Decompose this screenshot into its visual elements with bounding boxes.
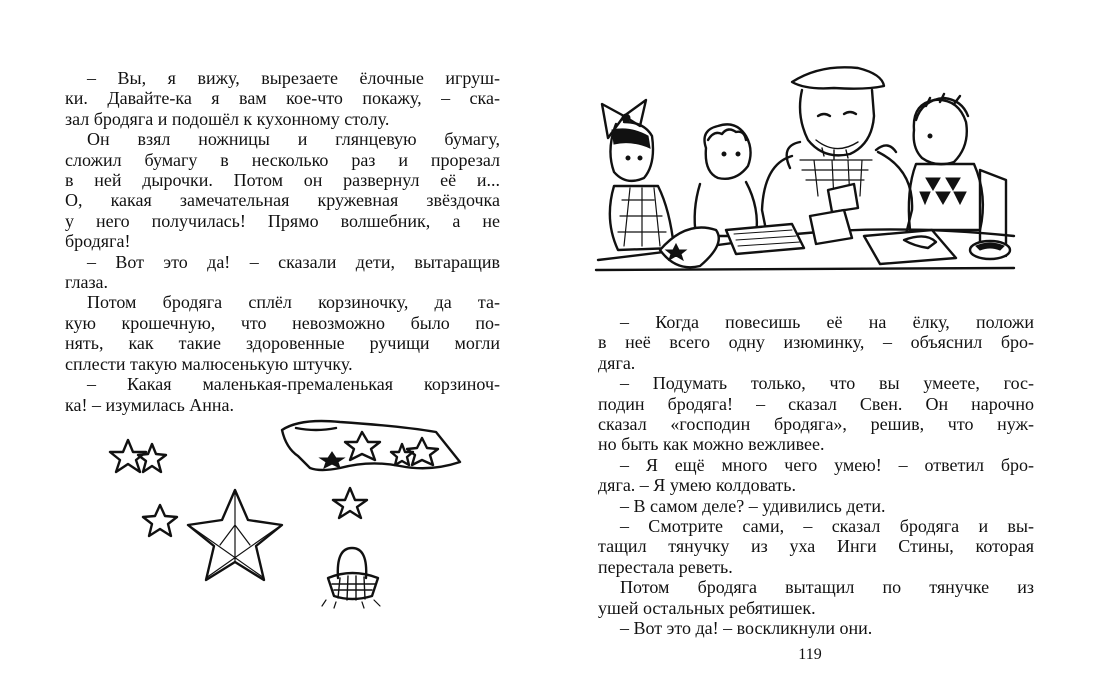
text-line: ка! – изумилась Анна. [65, 394, 235, 415]
text-line: – Подумать только, что вы умеете, гос- [620, 373, 1034, 394]
text-line: О, какая замечательная кружевная звёздочка [65, 190, 500, 211]
text-line: бродяга! [65, 231, 131, 252]
text-line: сложил бумагу в несколько раз и прорезал [65, 149, 500, 170]
text-line: – Вы, я вижу, вырезаете ёлочные игруш- [87, 68, 500, 88]
text-line: Потом бродяга вытащил по тянучке из [620, 577, 1034, 598]
paragraph [598, 516, 1034, 577]
table-papers-icon [660, 210, 1010, 267]
text-line: – Вот это да! – сказали дети, вытаращив [87, 251, 500, 272]
text-line: но быть как можно вежливее. [598, 434, 825, 455]
star-small-icon [110, 440, 166, 472]
text-line: в неё всего одну изюминку, – объяснил бро- [598, 332, 1034, 353]
text-line: – Я ещё много чего умею! – ответил бро- [620, 454, 1034, 475]
text-line: сказал «господин бродяга», решив, что нуж- [598, 414, 1034, 435]
text-line: Потом бродяга сплёл корзиночку, да та- [87, 292, 500, 313]
paragraph [598, 455, 1034, 496]
paragraph [598, 496, 1034, 516]
boy-curly-icon [695, 124, 757, 236]
stars-and-basket-illustration [100, 410, 480, 620]
text-line: – Вот это да! – воскликнули они. [620, 618, 873, 639]
paragraph [598, 618, 1034, 638]
star-small-icon [333, 488, 367, 518]
text-line: в ней дырочки. Потом он развернул её и... [65, 170, 500, 191]
text-line: дяга. [598, 352, 636, 373]
text-line: – Смотрите сами, – сказал бродяга и вы- [620, 516, 1034, 537]
large-star-icon [188, 490, 282, 580]
text-line: тащил тянучку из уха Инги Стины, которая [598, 536, 1034, 557]
text-line: кую крошечную, что невозможно было по- [65, 312, 500, 333]
right-page-text [598, 312, 1034, 639]
paragraph [598, 577, 1034, 618]
text-line: ушей остальных ребятишек. [598, 597, 816, 618]
text-line: глаза. [65, 272, 109, 293]
text-line: у него получилась! Прямо волшебник, а не [65, 210, 500, 231]
text-line: – В самом деле? – удивились дети. [620, 495, 886, 516]
text-line: перестала реветь. [598, 556, 733, 577]
star-small-icon [143, 505, 177, 536]
girl-with-bow-icon [602, 100, 674, 250]
lace-paper-icon [282, 421, 460, 470]
tramp-and-children-illustration [596, 60, 1016, 280]
page-number: 119 [798, 646, 822, 663]
paragraph [65, 68, 500, 129]
text-line: подин бродяга! – сказал Свен. Он нарочно [598, 393, 1034, 414]
text-line: – Когда повесишь её на ёлку, положи [620, 312, 1034, 332]
text-line: – Какая маленькая-премаленькая корзиноч- [87, 374, 500, 395]
left-page-text [65, 68, 500, 415]
text-line: зал бродяга и подошёл к кухонному столу. [65, 108, 390, 129]
text-line: Он взял ножницы и глянцевую бумагу, [87, 129, 500, 150]
paragraph [65, 374, 500, 415]
paragraph [65, 252, 500, 293]
text-line: сплести такую малюсенькую штучку. [65, 353, 353, 374]
paragraph [65, 129, 500, 251]
text-line: дяга. – Я умею колдовать. [598, 475, 796, 496]
basket-icon [322, 548, 380, 608]
text-line: нять, как такие здоровенные ручищи могли [65, 333, 500, 354]
paragraph [598, 312, 1034, 373]
paragraph [598, 373, 1034, 455]
text-line: ки. Давайте-ка я вам кое-что покажу, – ска- [65, 88, 500, 109]
tramp-man-icon [762, 67, 912, 234]
paragraph [65, 292, 500, 374]
